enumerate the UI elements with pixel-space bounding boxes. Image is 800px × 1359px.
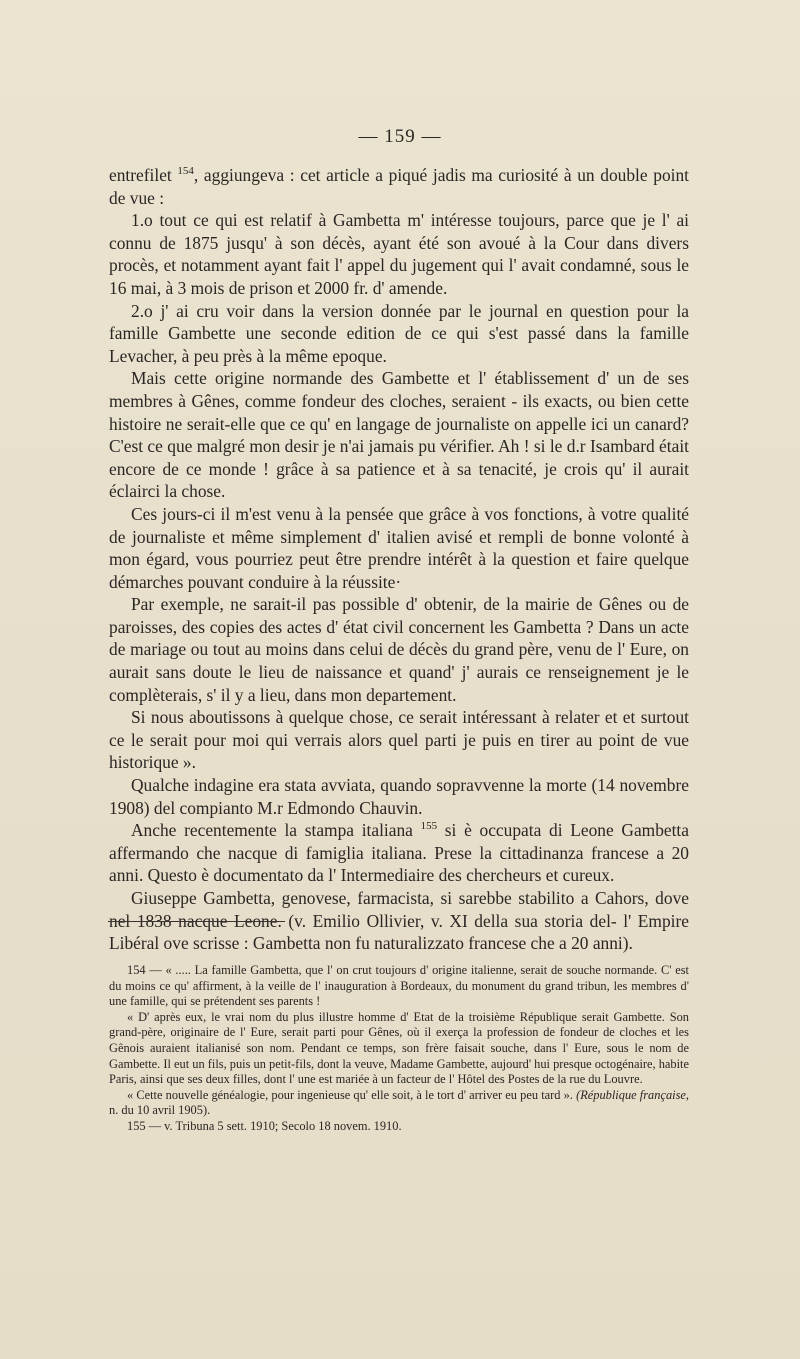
footnote-154-quote-end: « Cette nouvelle généalogie, pour ingenieuse qu' elle soit, à le tort d' arriver eu peu tard ». bbox=[127, 1087, 577, 1102]
paragraph-9 bbox=[109, 819, 689, 887]
paragraph-8: Qualche indagine era stata avviata, quando sopravvenne la morte (14 novembre 1908) del compianto M.r Edmondo Chauvin. bbox=[109, 775, 689, 818]
paragraph-1-text-start: entrefilet bbox=[109, 165, 178, 185]
paragraph-4: Mais cette origine normande des Gambette et l' établissement d' un de ses membres à Gênes, comme fondeur des cloches, seraient - ils exacts, ou bien cette histoire ne serait-elle que ce qu' en langage de journaliste on appelle ici un canard? C'est ce que malgré mon desir je n'ai jamais pu vérifier. Ah ! si le d.r Isambard était encore de ce monde ! grâce à sa patience et à sa tenacité, je crois qu' il aurait éclairci la chose. bbox=[109, 368, 689, 502]
paragraph-10: Giuseppe Gambetta, genovese, farmacista, si sarebbe stabilito a Cahors, dove nel 1838 nacque Leone. (v. Emilio Ollivier, v. XI della sua storia del- l' Empire Libéral ove scrisse : Gambetta non fu naturalizzato francese che a 20 anni). bbox=[109, 888, 689, 954]
footnote-154-part-3 bbox=[109, 1088, 689, 1119]
paragraph-2: 1.o tout ce qui est relatif à Gambetta m' intéresse toujours, parce que je l' ai connu de 1875 jusqu' à son décès, ayant été son avoué à la Cour dans divers procès, et notamment ayant fait l' appel du jugement qui l' avait condamné, sous le 16 mai, à 3 mois de prison et 2000 fr. d' amende. bbox=[109, 210, 689, 298]
page-number: — 159 — bbox=[358, 126, 442, 147]
footnotes bbox=[109, 963, 689, 1135]
source-date: n. du 10 avril 1905). bbox=[109, 1103, 211, 1118]
footnote-154-part-2: « D' après eux, le vrai nom du plus illustre homme d' Etat de la troisième République serait Gambette. Son grand-père, originaire de l' Eure, serait parti pour Gênes, où il exerça la profession de fondeur de cloches et les Gênois auraient italianisé son nom. Pendant ce temps, son frère faisait souche, dans l' Eure, sous le nom de Gambette. Il eut un fils, puis un petit-fils, dont la veuve, Madame Gambette, aujourd' hui presque octogénaire, habite Paris, ainsi que ses deux filles, dont l' une est mariée à un facteur de l' Hôtel des Postes de la rue du Louvre. bbox=[109, 1009, 689, 1087]
footnote-ref-154: 154 bbox=[177, 165, 194, 178]
paragraph-1-text-end: , aggiungeva : cet article a piqué jadis ma curiosité à un double point de vue : bbox=[109, 165, 690, 208]
source-title: (République française, bbox=[576, 1087, 690, 1102]
paragraph-5: Ces jours-ci il m'est venu à la pensée que grâce à vos fonctions, à votre qualité de journaliste et même simplement d' italien avisé et rempli de bonne volonté à mon égard, vous pourriez peut être prendre intérêt à la question et faire quelque démarches pouvant conduire à la réussite· bbox=[109, 503, 689, 592]
footnote-ref-155: 155 bbox=[420, 820, 438, 833]
footnote-separator bbox=[108, 921, 285, 922]
main-text bbox=[109, 164, 689, 955]
paragraph-1 bbox=[109, 164, 689, 209]
paragraph-3: 2.o j' ai cru voir dans la version donnée par le journal en question pour la famille Gambette une seconde edition de ce qui s'est passé dans la famille Levacher, à peu près à la même epoque. bbox=[109, 300, 689, 366]
paragraph-9-text-start: Anche recentemente la stampa italiana bbox=[131, 820, 421, 841]
paragraph-7: Si nous aboutissons à quelque chose, ce serait intéressant à relater et et surtout ce le serait pour moi qui verrais alors quel parti je puis en tirer au point de vue historique ». bbox=[109, 707, 689, 773]
paragraph-9-text-end: si è occupata di Leone Gambetta affermando che nacque di famiglia italiana. Prese la cittadinanza francese a 20 anni. Questo è documentato da l' Intermediaire des chercheurs et cureux. bbox=[109, 820, 689, 886]
footnote-154-part-1: 154 — « ..... La famille Gambetta, que l' on crut toujours d' origine italienne, serait de souche normande. C' est du moins ce qu' affirment, à la veille de l' inauguration à Bordeaux, du monument du grand tribun, les membres d' une famille, qui se prétendent ses parents ! bbox=[109, 963, 689, 1009]
paragraph-6: Par exemple, ne sarait-il pas possible d' obtenir, de la mairie de Gênes ou de paroisses, des copies des actes d' état civil concernent les Gambetta ? Dans un acte de mariage ou tout au moins dans celui de décès du grand père, venu de l' Eure, on aurait sans doute le lieu de naissance et quand' j' aurais ce renseignement je le complèterais, s' il y a lieu, dans mon departement. bbox=[109, 594, 689, 705]
footnote-155: 155 — v. Tribuna 5 sett. 1910; Secolo 18 novem. 1910. bbox=[127, 1118, 402, 1133]
